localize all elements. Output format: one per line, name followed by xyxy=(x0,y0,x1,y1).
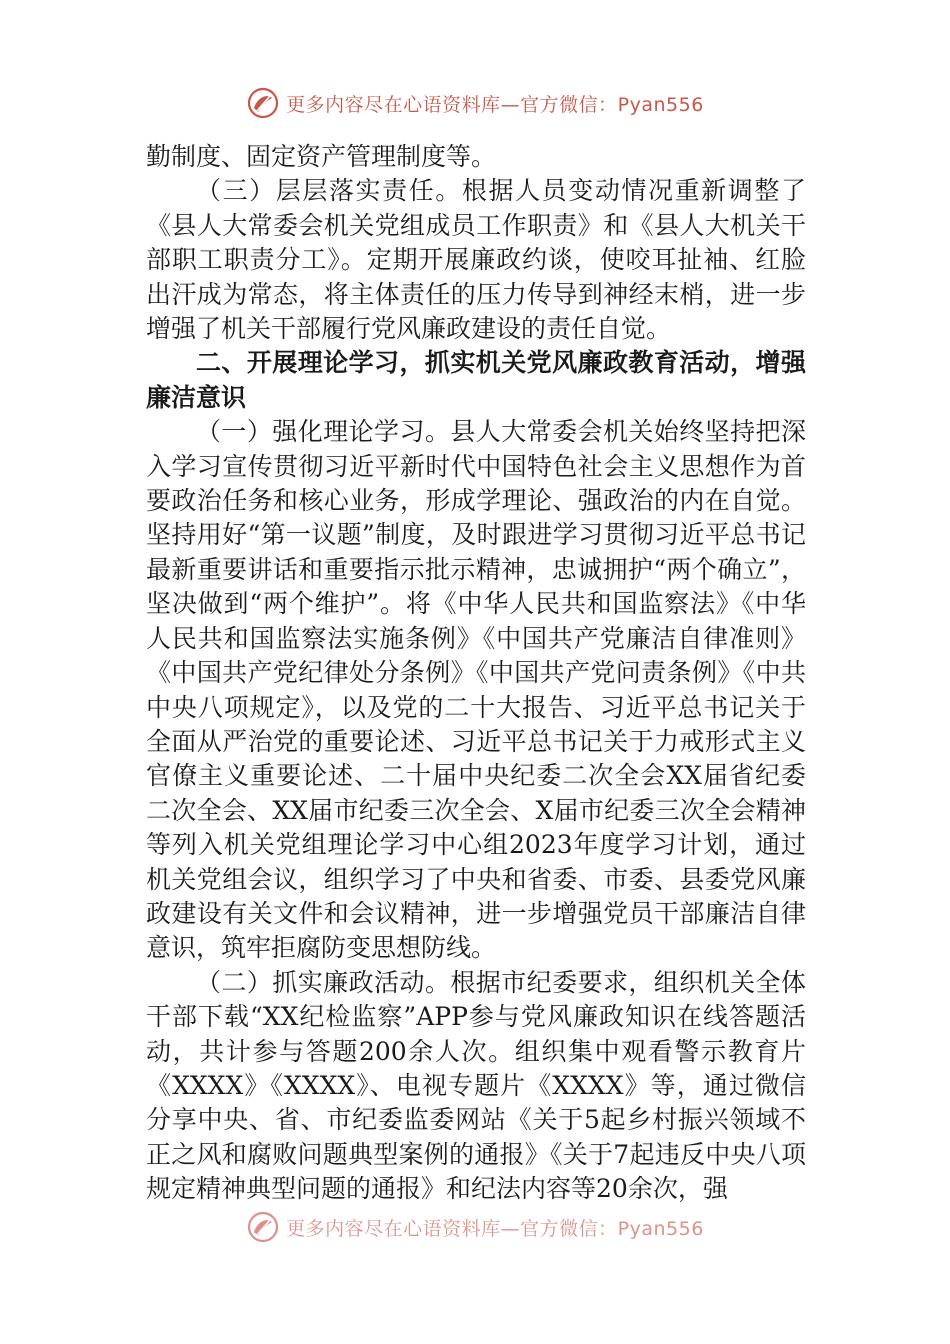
paragraph-integrity-activities xyxy=(146,966,806,1207)
paragraph-text: 根据市纪委要求，组织机关全体干部下载“XX纪检监察”APP参与党风廉政知识在线答题活动，共计参与答题200余人次。组织集中观看警示教育片《XXXX》《XXXX》、电视专题片《XXXX》等，通过微信分享中央、省、市纪委监委网站《关于5起乡村振兴领域不正之风和腐败问题典型案例的通报》《关于7起违反中央八项规定精神典型问题的通报》和纪法内容等20余次，强 xyxy=(146,967,806,1204)
watermark-footer xyxy=(0,1210,950,1244)
watermark-text: 更多内容尽在心语资料库—官方微信：Pyan556 xyxy=(286,93,704,116)
paragraph-lead: （三）层层落实责任。 xyxy=(196,176,462,206)
document-body xyxy=(146,140,806,1207)
paragraph-theory-study xyxy=(146,415,806,966)
watermark-text: 更多内容尽在心语资料库—官方微信：Pyan556 xyxy=(286,1217,704,1240)
brand-logo-icon xyxy=(246,1210,280,1244)
paragraph-text: 根据人员变动情况重新调整了《县人大常委会机关党组成员工作职责》和《县人大机关干部职工职责分工》。定期开展廉政约谈，使咬耳扯袖、红脸出汗成为常态，将主体责任的压力传导到神经末梢，进一步增强了机关干部履行党风廉政建设的责任自觉。 xyxy=(146,176,806,344)
paragraph-text: 县人大常委会机关始终坚持把深入学习宣传贯彻习近平新时代中国特色社会主义思想作为首要政治任务和核心业务，形成学理论、强政治的内在自觉。坚持用好“第一议题”制度，及时跟进学习贯彻习近平总书记最新重要讲话和重要指示批示精神，忠诚拥护“两个确立”，坚决做到“两个维护”。将《中华人民共和国监察法》《中华人民共和国监察法实施条例》《中国共产党廉洁自律准则》《中国共产党纪律处分条例》《中国共产党问责条例》《中共中央八项规定》，以及党的二十大报告、习近平总书记关于全面从严治党的重要论述、习近平总书记关于力戒形式主义官僚主义重要论述、二十届中央纪委二次全会XX届省纪委二次全会、XX届市纪委三次全会、X届市纪委三次全会精神等列入机关党组理论学习中心组2023年度学习计划，通过机关党组会议，组织学习了中央和省委、市委、县委党风廉政建设有关文件和会议精神，进一步增强党员干部廉洁自律意识，筑牢拒腐防变思想防线。 xyxy=(146,417,806,963)
paragraph-lead: （二）抓实廉政活动。 xyxy=(196,967,451,997)
section-heading: 二、开展理论学习，抓实机关党风廉政教育活动，增强廉洁意识 xyxy=(146,348,806,412)
paragraph-responsibility xyxy=(146,174,806,346)
brand-logo-icon xyxy=(246,86,280,120)
watermark-header xyxy=(0,86,950,120)
paragraph-continuation: 勤制度、固定资产管理制度等。 xyxy=(146,142,497,171)
paragraph-lead: （一）强化理论学习。 xyxy=(196,417,451,447)
